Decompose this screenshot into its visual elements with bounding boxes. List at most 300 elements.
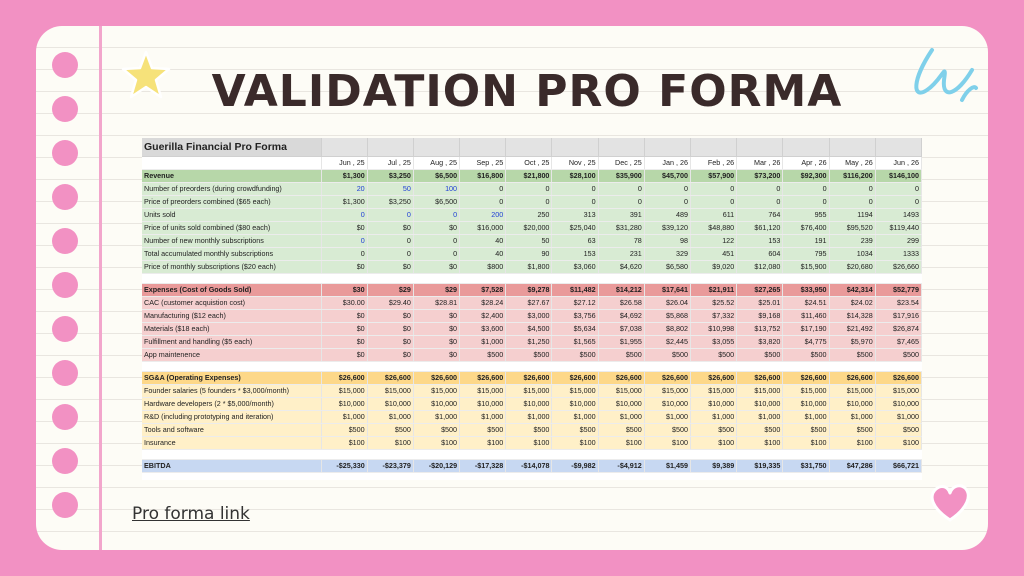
value-cell: $500 bbox=[691, 348, 737, 361]
value-cell: $26,600 bbox=[829, 371, 875, 384]
value-cell: $31,280 bbox=[598, 221, 644, 234]
value-cell: $15,000 bbox=[460, 384, 506, 397]
header-blank-cell bbox=[875, 138, 921, 156]
value-cell: 122 bbox=[691, 234, 737, 247]
value-cell: $119,440 bbox=[875, 221, 921, 234]
value-cell: 0 bbox=[321, 234, 367, 247]
value-cell: $1,000 bbox=[875, 410, 921, 423]
value-cell: $20,680 bbox=[829, 260, 875, 273]
expenses-row bbox=[142, 322, 922, 335]
value-cell: 153 bbox=[737, 234, 783, 247]
blank-cell bbox=[737, 449, 783, 459]
value-cell: $11,460 bbox=[783, 309, 829, 322]
value-cell: $76,400 bbox=[783, 221, 829, 234]
sga-row bbox=[142, 436, 922, 449]
value-cell: 78 bbox=[598, 234, 644, 247]
value-cell: $500 bbox=[460, 423, 506, 436]
value-cell: $500 bbox=[367, 423, 413, 436]
blank-cell bbox=[321, 273, 367, 283]
value-cell: $9,278 bbox=[506, 283, 552, 296]
value-cell: $800 bbox=[460, 260, 506, 273]
value-cell: $0 bbox=[321, 260, 367, 273]
spacer-row bbox=[142, 273, 922, 283]
value-cell: $29 bbox=[367, 283, 413, 296]
value-cell: 329 bbox=[644, 247, 690, 260]
blank-cell bbox=[142, 361, 321, 371]
value-cell: $7,332 bbox=[691, 309, 737, 322]
revenue-row bbox=[142, 247, 922, 260]
value-cell: $15,000 bbox=[691, 384, 737, 397]
blank-cell bbox=[367, 449, 413, 459]
notebook-card bbox=[36, 26, 988, 550]
value-cell: $5,634 bbox=[552, 322, 598, 335]
sga-row bbox=[142, 371, 922, 384]
value-cell: 0 bbox=[413, 234, 459, 247]
value-cell: $4,692 bbox=[598, 309, 644, 322]
value-cell: $15,900 bbox=[783, 260, 829, 273]
value-cell: $3,820 bbox=[737, 335, 783, 348]
blank-cell bbox=[829, 273, 875, 283]
row-label: Total accumulated monthly subscriptions bbox=[142, 247, 321, 260]
expenses-row bbox=[142, 335, 922, 348]
value-cell: $47,286 bbox=[829, 459, 875, 472]
sga-row bbox=[142, 410, 922, 423]
value-cell: $0 bbox=[413, 335, 459, 348]
value-cell: $500 bbox=[783, 423, 829, 436]
value-cell: $1,300 bbox=[321, 195, 367, 208]
value-cell: $14,328 bbox=[829, 309, 875, 322]
binder-ring bbox=[52, 492, 78, 518]
value-cell: $10,000 bbox=[829, 397, 875, 410]
value-cell: $10,000 bbox=[367, 397, 413, 410]
value-cell: $100 bbox=[783, 436, 829, 449]
value-cell: 90 bbox=[506, 247, 552, 260]
value-cell: $31,750 bbox=[783, 459, 829, 472]
row-label: Manufacturing ($12 each) bbox=[142, 309, 321, 322]
value-cell: $19,335 bbox=[737, 459, 783, 472]
value-cell: 0 bbox=[598, 195, 644, 208]
value-cell: $15,000 bbox=[644, 384, 690, 397]
value-cell: $10,000 bbox=[737, 397, 783, 410]
value-cell: $1,000 bbox=[737, 410, 783, 423]
row-label: Price of monthly subscriptions ($20 each) bbox=[142, 260, 321, 273]
blank-cell bbox=[691, 361, 737, 371]
value-cell: $27,265 bbox=[737, 283, 783, 296]
value-cell: 0 bbox=[506, 182, 552, 195]
revenue-row bbox=[142, 195, 922, 208]
value-cell: $13,752 bbox=[737, 322, 783, 335]
value-cell: 1493 bbox=[875, 208, 921, 221]
value-cell: $3,250 bbox=[367, 195, 413, 208]
value-cell: $26,600 bbox=[875, 371, 921, 384]
value-cell: $39,120 bbox=[644, 221, 690, 234]
blank-cell bbox=[783, 449, 829, 459]
value-cell: 0 bbox=[691, 195, 737, 208]
value-cell: $16,800 bbox=[460, 169, 506, 182]
value-cell: $48,880 bbox=[691, 221, 737, 234]
value-cell: $0 bbox=[413, 260, 459, 273]
blank-cell bbox=[552, 361, 598, 371]
value-cell: $15,000 bbox=[506, 384, 552, 397]
blank-cell bbox=[598, 273, 644, 283]
blank-cell bbox=[552, 449, 598, 459]
row-label: SG&A (Operating Expenses) bbox=[142, 371, 321, 384]
value-cell: 0 bbox=[367, 208, 413, 221]
value-cell: $1,000 bbox=[829, 410, 875, 423]
value-cell: $57,900 bbox=[691, 169, 737, 182]
value-cell: $15,000 bbox=[413, 384, 459, 397]
value-cell: 40 bbox=[460, 234, 506, 247]
value-cell: -$14,078 bbox=[506, 459, 552, 472]
value-cell: $15,000 bbox=[598, 384, 644, 397]
header-blank-cell bbox=[506, 138, 552, 156]
value-cell: $33,950 bbox=[783, 283, 829, 296]
value-cell: $10,000 bbox=[506, 397, 552, 410]
value-cell: $21,492 bbox=[829, 322, 875, 335]
value-cell: 0 bbox=[552, 182, 598, 195]
value-cell: $3,250 bbox=[367, 169, 413, 182]
value-cell: $15,000 bbox=[737, 384, 783, 397]
value-cell: 0 bbox=[413, 247, 459, 260]
row-label: Number of new monthly subscriptions bbox=[142, 234, 321, 247]
value-cell: -$25,330 bbox=[321, 459, 367, 472]
value-cell: 0 bbox=[737, 182, 783, 195]
value-cell: $100 bbox=[598, 436, 644, 449]
value-cell: $1,000 bbox=[783, 410, 829, 423]
value-cell: $25.52 bbox=[691, 296, 737, 309]
ebitda-row bbox=[142, 459, 922, 472]
value-cell: $25,040 bbox=[552, 221, 598, 234]
expenses-row bbox=[142, 348, 922, 361]
row-label: Tools and software bbox=[142, 423, 321, 436]
pro-forma-link[interactable]: Pro forma link bbox=[132, 504, 250, 524]
value-cell: 1034 bbox=[829, 247, 875, 260]
value-cell: $11,482 bbox=[552, 283, 598, 296]
blank-cell bbox=[142, 273, 321, 283]
row-label: Founder salaries (5 founders * $3,000/month) bbox=[142, 384, 321, 397]
blank-cell bbox=[875, 273, 921, 283]
expenses-row bbox=[142, 283, 922, 296]
header-blank-cell bbox=[644, 138, 690, 156]
value-cell: 50 bbox=[506, 234, 552, 247]
blank-cell bbox=[598, 361, 644, 371]
value-cell: $500 bbox=[737, 348, 783, 361]
value-cell: $92,300 bbox=[783, 169, 829, 182]
row-label bbox=[142, 156, 321, 169]
value-cell: $3,060 bbox=[552, 260, 598, 273]
row-label: Price of preorders combined ($65 each) bbox=[142, 195, 321, 208]
value-cell: 0 bbox=[460, 182, 506, 195]
value-cell: $42,314 bbox=[829, 283, 875, 296]
value-cell: $500 bbox=[783, 348, 829, 361]
blank-cell bbox=[321, 361, 367, 371]
value-cell: $17,641 bbox=[644, 283, 690, 296]
value-cell: $26.04 bbox=[644, 296, 690, 309]
value-cell: $26,600 bbox=[321, 371, 367, 384]
value-cell: $1,955 bbox=[598, 335, 644, 348]
value-cell: 0 bbox=[875, 182, 921, 195]
value-cell: $1,000 bbox=[321, 410, 367, 423]
row-label: R&D (including prototyping and iteration) bbox=[142, 410, 321, 423]
value-cell: 0 bbox=[367, 247, 413, 260]
value-cell: $100 bbox=[644, 436, 690, 449]
value-cell: 0 bbox=[506, 195, 552, 208]
value-cell: $100 bbox=[737, 436, 783, 449]
value-cell: -$23,379 bbox=[367, 459, 413, 472]
value-cell: 0 bbox=[598, 182, 644, 195]
header-blank-cell bbox=[829, 138, 875, 156]
blank-cell bbox=[413, 273, 459, 283]
value-cell: $100 bbox=[413, 436, 459, 449]
heart-icon bbox=[926, 478, 974, 526]
value-cell: $26,600 bbox=[644, 371, 690, 384]
value-cell: $1,250 bbox=[506, 335, 552, 348]
value-cell: $10,000 bbox=[552, 397, 598, 410]
value-cell: $4,620 bbox=[598, 260, 644, 273]
value-cell: $10,000 bbox=[875, 397, 921, 410]
value-cell: $21,911 bbox=[691, 283, 737, 296]
value-cell: 489 bbox=[644, 208, 690, 221]
value-cell: $10,000 bbox=[321, 397, 367, 410]
binder-ring bbox=[52, 184, 78, 210]
blank-cell bbox=[875, 449, 921, 459]
blank-cell bbox=[875, 361, 921, 371]
value-cell: $100 bbox=[367, 436, 413, 449]
value-cell: $500 bbox=[691, 423, 737, 436]
value-cell: $15,000 bbox=[829, 384, 875, 397]
blank-cell bbox=[644, 361, 690, 371]
binder-ring bbox=[52, 360, 78, 386]
value-cell: -$20,129 bbox=[413, 459, 459, 472]
value-cell: $10,000 bbox=[644, 397, 690, 410]
month-header: Jun , 25 bbox=[321, 156, 367, 169]
value-cell: $500 bbox=[506, 423, 552, 436]
header-blank-cell bbox=[460, 138, 506, 156]
value-cell: $500 bbox=[737, 423, 783, 436]
value-cell: -$4,912 bbox=[598, 459, 644, 472]
value-cell: $2,400 bbox=[460, 309, 506, 322]
value-cell: 0 bbox=[783, 195, 829, 208]
blank-cell bbox=[783, 361, 829, 371]
value-cell: $29.40 bbox=[367, 296, 413, 309]
blank-cell bbox=[691, 273, 737, 283]
value-cell: $2,445 bbox=[644, 335, 690, 348]
month-header: Nov , 25 bbox=[552, 156, 598, 169]
value-cell: $1,000 bbox=[506, 410, 552, 423]
value-cell: $1,565 bbox=[552, 335, 598, 348]
value-cell: 200 bbox=[460, 208, 506, 221]
value-cell: $1,000 bbox=[460, 410, 506, 423]
spacer-row bbox=[142, 449, 922, 459]
value-cell: $500 bbox=[552, 348, 598, 361]
value-cell: $10,998 bbox=[691, 322, 737, 335]
value-cell: $1,459 bbox=[644, 459, 690, 472]
value-cell: 451 bbox=[691, 247, 737, 260]
value-cell: 0 bbox=[367, 234, 413, 247]
value-cell: $0 bbox=[321, 221, 367, 234]
value-cell: $0 bbox=[321, 335, 367, 348]
row-label: Number of preorders (during crowdfunding) bbox=[142, 182, 321, 195]
value-cell: $5,970 bbox=[829, 335, 875, 348]
value-cell: $10,000 bbox=[691, 397, 737, 410]
value-cell: 50 bbox=[367, 182, 413, 195]
sheet-title-row bbox=[142, 138, 922, 156]
value-cell: $35,900 bbox=[598, 169, 644, 182]
blank-cell bbox=[413, 361, 459, 371]
value-cell: $100 bbox=[460, 436, 506, 449]
value-cell: $29 bbox=[413, 283, 459, 296]
value-cell: $17,916 bbox=[875, 309, 921, 322]
value-cell: $1,000 bbox=[413, 410, 459, 423]
binder-ring bbox=[52, 140, 78, 166]
blank-cell bbox=[460, 449, 506, 459]
value-cell: $7,465 bbox=[875, 335, 921, 348]
value-cell: $95,520 bbox=[829, 221, 875, 234]
value-cell: $3,000 bbox=[506, 309, 552, 322]
spreadsheet-table bbox=[142, 138, 922, 473]
value-cell: $500 bbox=[644, 423, 690, 436]
blank-cell bbox=[691, 449, 737, 459]
value-cell: $26,660 bbox=[875, 260, 921, 273]
value-cell: $26,600 bbox=[367, 371, 413, 384]
value-cell: $15,000 bbox=[321, 384, 367, 397]
value-cell: 231 bbox=[598, 247, 644, 260]
value-cell: $14,212 bbox=[598, 283, 644, 296]
value-cell: 153 bbox=[552, 247, 598, 260]
value-cell: $500 bbox=[552, 423, 598, 436]
blank-cell bbox=[829, 449, 875, 459]
blank-cell bbox=[552, 273, 598, 283]
value-cell: $21,800 bbox=[506, 169, 552, 182]
value-cell: 0 bbox=[737, 195, 783, 208]
blank-cell bbox=[644, 449, 690, 459]
value-cell: $146,100 bbox=[875, 169, 921, 182]
binder-ring bbox=[52, 272, 78, 298]
value-cell: $500 bbox=[460, 348, 506, 361]
value-cell: $45,700 bbox=[644, 169, 690, 182]
value-cell: $10,000 bbox=[783, 397, 829, 410]
value-cell: $8,802 bbox=[644, 322, 690, 335]
value-cell: $26,600 bbox=[783, 371, 829, 384]
value-cell: $500 bbox=[321, 423, 367, 436]
spacer-row bbox=[142, 361, 922, 371]
row-label: App maintenence bbox=[142, 348, 321, 361]
value-cell: $500 bbox=[413, 423, 459, 436]
value-cell: 0 bbox=[413, 208, 459, 221]
value-cell: $26,600 bbox=[552, 371, 598, 384]
row-label: Revenue bbox=[142, 169, 321, 182]
months-row bbox=[142, 156, 922, 169]
value-cell: $1,000 bbox=[598, 410, 644, 423]
value-cell: $0 bbox=[413, 322, 459, 335]
value-cell: $26.58 bbox=[598, 296, 644, 309]
binder-ring bbox=[52, 448, 78, 474]
value-cell: 20 bbox=[321, 182, 367, 195]
header-blank-cell bbox=[552, 138, 598, 156]
value-cell: $7,528 bbox=[460, 283, 506, 296]
value-cell: 0 bbox=[829, 195, 875, 208]
value-cell: $3,055 bbox=[691, 335, 737, 348]
value-cell: -$17,328 bbox=[460, 459, 506, 472]
value-cell: $0 bbox=[367, 260, 413, 273]
revenue-row bbox=[142, 208, 922, 221]
value-cell: 63 bbox=[552, 234, 598, 247]
value-cell: $1,000 bbox=[691, 410, 737, 423]
sga-row bbox=[142, 397, 922, 410]
header-blank-cell bbox=[737, 138, 783, 156]
header-blank-cell bbox=[367, 138, 413, 156]
value-cell: $0 bbox=[367, 335, 413, 348]
value-cell: $15,000 bbox=[783, 384, 829, 397]
value-cell: $1,300 bbox=[321, 169, 367, 182]
value-cell: $27.12 bbox=[552, 296, 598, 309]
value-cell: 0 bbox=[691, 182, 737, 195]
revenue-row bbox=[142, 234, 922, 247]
value-cell: $28,100 bbox=[552, 169, 598, 182]
row-label: Materials ($18 each) bbox=[142, 322, 321, 335]
month-header: May , 26 bbox=[829, 156, 875, 169]
value-cell: $25.01 bbox=[737, 296, 783, 309]
sheet-title: Guerilla Financial Pro Forma bbox=[142, 138, 321, 156]
value-cell: 313 bbox=[552, 208, 598, 221]
value-cell: 391 bbox=[598, 208, 644, 221]
value-cell: $26,600 bbox=[413, 371, 459, 384]
value-cell: $10,000 bbox=[460, 397, 506, 410]
blank-cell bbox=[598, 449, 644, 459]
row-label: Hardware developers (2 * $5,000/month) bbox=[142, 397, 321, 410]
binder-ring bbox=[52, 228, 78, 254]
row-label: Insurance bbox=[142, 436, 321, 449]
value-cell: $26,600 bbox=[598, 371, 644, 384]
value-cell: $12,080 bbox=[737, 260, 783, 273]
value-cell: $17,190 bbox=[783, 322, 829, 335]
value-cell: 0 bbox=[460, 195, 506, 208]
value-cell: 40 bbox=[460, 247, 506, 260]
revenue-row bbox=[142, 182, 922, 195]
value-cell: $3,600 bbox=[460, 322, 506, 335]
value-cell: $66,721 bbox=[875, 459, 921, 472]
month-header: Feb , 26 bbox=[691, 156, 737, 169]
value-cell: $28.81 bbox=[413, 296, 459, 309]
month-header: Sep , 25 bbox=[460, 156, 506, 169]
value-cell: $6,580 bbox=[644, 260, 690, 273]
value-cell: $6,500 bbox=[413, 195, 459, 208]
value-cell: $0 bbox=[413, 309, 459, 322]
value-cell: $500 bbox=[506, 348, 552, 361]
month-header: Jan , 26 bbox=[644, 156, 690, 169]
header-blank-cell bbox=[413, 138, 459, 156]
value-cell: 299 bbox=[875, 234, 921, 247]
expenses-row bbox=[142, 309, 922, 322]
month-header: Apr , 26 bbox=[783, 156, 829, 169]
value-cell: $7,038 bbox=[598, 322, 644, 335]
blank-cell bbox=[460, 273, 506, 283]
value-cell: $100 bbox=[321, 436, 367, 449]
value-cell: $0 bbox=[367, 221, 413, 234]
value-cell: 191 bbox=[783, 234, 829, 247]
header-blank-cell bbox=[783, 138, 829, 156]
value-cell: 0 bbox=[321, 208, 367, 221]
value-cell: $1,000 bbox=[644, 410, 690, 423]
value-cell: $0 bbox=[367, 348, 413, 361]
value-cell: $27.67 bbox=[506, 296, 552, 309]
binder-ring bbox=[52, 404, 78, 430]
value-cell: $0 bbox=[413, 221, 459, 234]
value-cell: $30.00 bbox=[321, 296, 367, 309]
revenue-row bbox=[142, 260, 922, 273]
value-cell: $28.24 bbox=[460, 296, 506, 309]
value-cell: $3,756 bbox=[552, 309, 598, 322]
